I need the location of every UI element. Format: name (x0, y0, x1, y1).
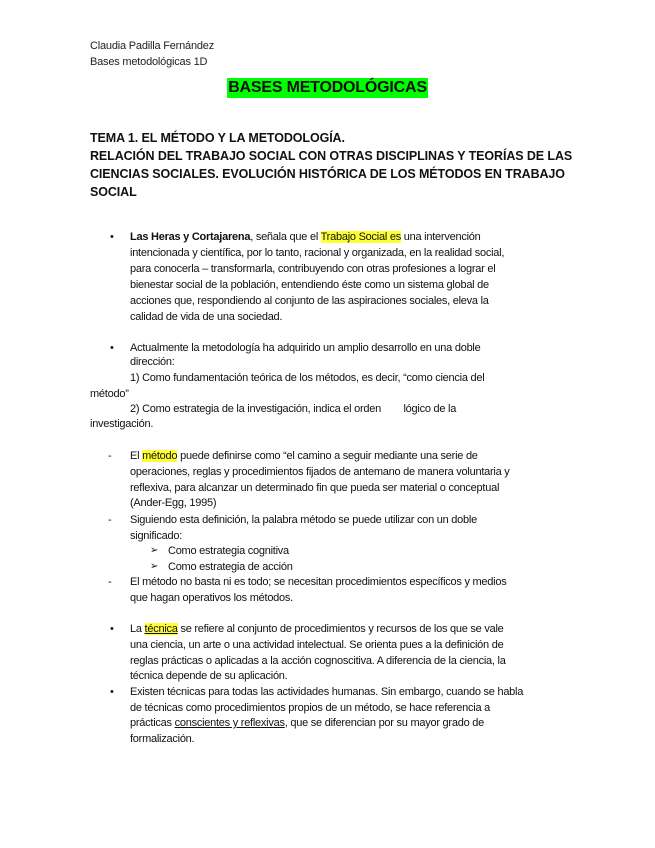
p1-line: para conocerla – transformarla, contribuyendo con otras profesiones a lograr el (130, 263, 496, 275)
p7-line-3 (130, 717, 484, 729)
p1-line: intencionada y científica, por lo tanto, racional y organizada, en la realidad social, (130, 247, 505, 259)
p6-line: una ciencia, un arte o una actividad intelectual. Se orienta pues a la definición de (130, 639, 504, 651)
p7-underlined: conscientes y reflexivas (174, 717, 285, 729)
p2-line: 1) Como fundamentación teórica de los métodos, es decir, “como ciencia del (130, 372, 485, 384)
p2-line: método” (90, 388, 129, 400)
p7-text: prácticas (130, 717, 175, 729)
p6-line-1 (130, 623, 504, 635)
p6-line: técnica depende de su aplicación. (130, 670, 288, 682)
p1-author: Las Heras y Cortajarena (130, 231, 251, 243)
p7-line: formalización. (130, 733, 195, 745)
p3-highlight: método (142, 450, 178, 462)
p3-line: reflexiva, para alcanzar un determinado fin que pueda ser material o conceptual (130, 482, 500, 494)
arrow-bullet-icon: ➢ (150, 561, 159, 572)
bullet-dot: • (110, 686, 114, 698)
p7-line: Existen técnicas para todas las actividades humanas. Sin embargo, cuando se habla (130, 686, 524, 698)
p6-line: reglas prácticas o aplicadas a la acción cognoscitiva. A diferencia de la ciencia, la (130, 655, 506, 667)
p2-line: dirección: (130, 356, 175, 368)
p2-line: 2) Como estrategia de la investigación, indica el orden lógico de la (130, 403, 457, 415)
section-heading-line-2: RELACIÓN DEL TRABAJO SOCIAL CON OTRAS DISCIPLINAS Y TEORÍAS DE LAS (90, 149, 573, 163)
p1-text: una intervención (400, 231, 481, 243)
p1-text: , señala que el (250, 231, 321, 243)
p1-line: acciones que, respondiendo al conjunto de las aspiraciones sociales, eleva la (130, 295, 489, 307)
bullet-dash: - (108, 576, 112, 588)
p6-highlight: técnica (144, 623, 178, 635)
header-author: Claudia Padilla Fernández (90, 40, 215, 52)
p4-line: significado: (130, 530, 183, 542)
section-heading-line-1: TEMA 1. EL MÉTODO Y LA METODOLOGÍA. (90, 131, 345, 145)
p4-sub-item: Como estrategia cognitiva (168, 545, 289, 557)
p6-text: La (130, 623, 145, 635)
p7-line: de técnicas como procedimientos propios de un método, se hace referencia a (130, 702, 490, 714)
p2-line: Actualmente la metodología ha adquirido un amplio desarrollo en una doble (130, 342, 481, 354)
arrow-bullet-icon: ➢ (150, 545, 159, 556)
p2-line: investigación. (90, 418, 154, 430)
bullet-dot: • (110, 342, 114, 354)
title-wrap (0, 78, 655, 98)
p7-text: , que se diferencian por su mayor grado de (284, 717, 484, 729)
section-heading-line-4: SOCIAL (90, 185, 137, 199)
bullet-dash: - (108, 450, 112, 462)
p5-line: El método no basta ni es todo; se necesitan procedimientos específicos y medios (130, 576, 507, 588)
header-course: Bases metodológicas 1D (90, 56, 208, 68)
p4-line: Siguiendo esta definición, la palabra método se puede utilizar con un doble (130, 514, 477, 526)
p3-line: (Ander-Egg, 1995) (130, 497, 217, 509)
p3-line: operaciones, reglas y procedimientos fijados de antemano de manera voluntaria y (130, 466, 510, 478)
p3-text: El (130, 450, 143, 462)
p1-highlight: Trabajo Social es (320, 231, 401, 243)
p1-line: calidad de vida de una sociedad. (130, 311, 283, 323)
document-title: BASES METODOLÓGICAS (228, 79, 427, 96)
bullet-dot: • (110, 231, 114, 243)
section-heading-line-3: CIENCIAS SOCIALES. EVOLUCIÓN HISTÓRICA DE LOS MÉTODOS EN TRABAJO (90, 167, 565, 181)
p3-text: puede definirse como “el camino a seguir mediante una serie de (177, 450, 478, 462)
p5-line: que hagan operativos los métodos. (130, 592, 293, 604)
p3-line-1 (130, 450, 478, 462)
bullet-dash: - (108, 514, 112, 526)
p4-sub-item: Como estrategia de acción (168, 561, 293, 573)
p1-line: bienestar social de la población, entendiendo éste como un sistema global de (130, 279, 489, 291)
bullet-dot: • (110, 623, 114, 635)
p6-text: se refiere al conjunto de procedimientos y recursos de los que se vale (177, 623, 504, 635)
p1-line-1 (130, 231, 481, 243)
